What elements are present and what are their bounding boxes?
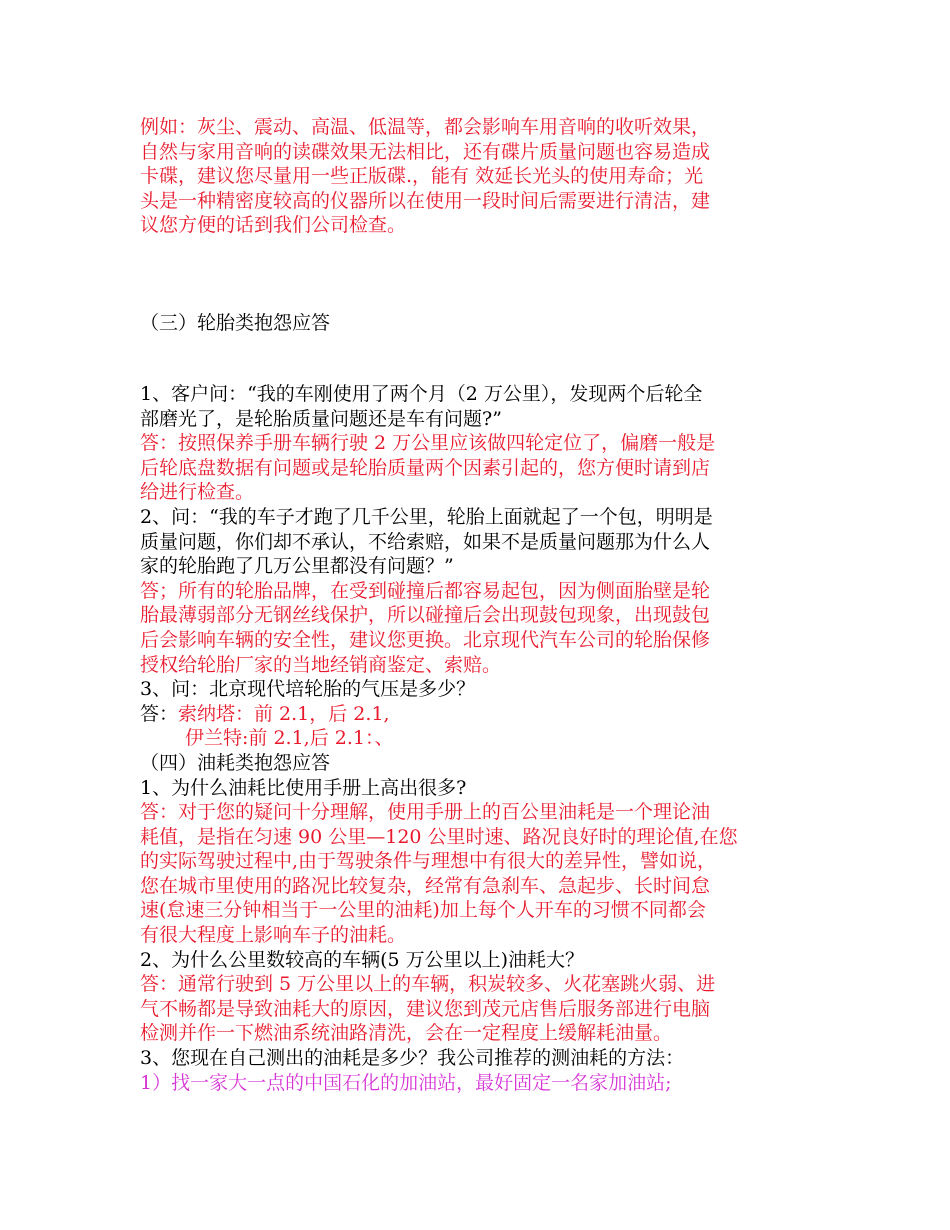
answer-5 <box>140 972 805 1046</box>
answer-line: 答：对于您的疑问十分理解，使用手册上的百公里油耗是一个理论油 <box>140 801 711 824</box>
intro-paragraph <box>140 115 805 238</box>
question-line: 家的轮胎跑了几万公里都没有问题？” <box>140 555 454 578</box>
answer-line: 答；所有的轮胎品牌，在受到碰撞后都容易起包，因为侧面胎壁是轮 <box>140 579 711 602</box>
qa-content <box>140 382 805 1095</box>
question-6 <box>140 1046 805 1071</box>
question-5 <box>140 948 805 973</box>
answer-line: 有很大程度上影响车子的油耗。 <box>140 924 407 947</box>
answer-line: 授权给轮胎厂家的当地经销商鉴定、索赔。 <box>140 653 502 676</box>
question-1 <box>140 382 805 431</box>
section-heading-fuel <box>140 751 805 776</box>
answer-line: 后会影响车辆的安全性，建议您更换。北京现代汽车公司的轮胎保修 <box>140 628 711 651</box>
answer-line: 气不畅都是导致油耗大的原因，建议您到茂元店售后服务部进行电脑 <box>140 997 711 1020</box>
question-line: 2、问：“我的车子才跑了几千公里，轮胎上面就起了一个包，明明是 <box>140 505 713 528</box>
answer-line: 胎最薄弱部分无钢丝线保护，所以碰撞后会出现鼓包现象，出现鼓包 <box>140 604 711 627</box>
section-heading-tires <box>140 311 805 336</box>
question-line: 1、为什么油耗比使用手册上高出很多? <box>140 776 467 799</box>
intro-line: 议您方便的话到我们公司检查。 <box>140 214 407 237</box>
question-line: 3、您现在自己测出的油耗是多少？我公司推荐的测油耗的方法： <box>140 1047 685 1070</box>
intro-line: 例如：灰尘、震动、高温、低温等，都会影响车用音响的收听效果， <box>140 116 711 138</box>
method-step-1 <box>140 1071 805 1096</box>
question-line: 1、客户问：“我的车刚使用了两个月（2 万公里），发现两个后轮全 <box>140 383 703 405</box>
answer-line: 速(怠速三分钟相当于一公里的油耗)加上每个人开车的习惯不同都会 <box>140 899 706 922</box>
answer-4 <box>140 800 805 948</box>
answer-line: 检测并作一下燃油系统油路清洗，会在一定程度上缓解耗油量。 <box>140 1022 673 1045</box>
intro-line: 头是一种精密度较高的仪器所以在使用一段时间后需要进行清洁，建 <box>140 189 711 212</box>
answer-line: 耗值，是指在匀速 90 公里—120 公里时速、路况良好时的理论值,在您 <box>140 825 738 848</box>
section-heading-text: （三）轮胎类抱怨应答 <box>140 312 331 334</box>
question-line: 3、问：北京现代培轮胎的气压是多少？ <box>140 678 476 701</box>
answer-line: 伊兰特:前 2.1,后 2.1：、 <box>185 727 394 750</box>
question-2 <box>140 505 805 579</box>
question-line: 质量问题，你们却不承认，不给索赔，如果不是质量问题那为什么人 <box>140 530 711 553</box>
answer-line: 给进行检查。 <box>140 481 255 504</box>
section-heading-text: （四）油耗类抱怨应答 <box>140 751 331 774</box>
question-4 <box>140 776 805 801</box>
question-line: 部磨光了，是轮胎质量问题还是车有问题?” <box>140 407 502 430</box>
step-line: 1）找一家大一点的中国石化的加油站，最好固定一名家加油站; <box>140 1071 672 1094</box>
question-line: 2、为什么公里数较高的车辆(5 万公里以上)油耗大？ <box>140 948 585 971</box>
intro-line: 卡碟，建议您尽量用一些正版碟.，能有 效延长光头的使用寿命；光 <box>140 165 704 188</box>
answer-line: 答：通常行驶到 5 万公里以上的车辆，积炭较多、火花塞跳火弱、进 <box>140 973 716 996</box>
answer-3 <box>140 702 805 751</box>
answer-2 <box>140 579 805 677</box>
answer-line: 您在城市里使用的路况比较复杂，经常有急刹车、急起步、长时间怠 <box>140 874 711 897</box>
answer-line: 索纳塔：前 2.1，后 2.1, <box>178 702 390 725</box>
answer-line: 后轮底盘数据有问题或是轮胎质量两个因素引起的，您方便时请到店 <box>140 456 711 479</box>
answer-1 <box>140 431 805 505</box>
question-3 <box>140 677 805 702</box>
answer-prefix: 答： <box>140 702 179 725</box>
answer-line: 的实际驾驶过程中,由于驾驶条件与理想中有很大的差异性，譬如说， <box>140 850 717 873</box>
intro-line: 自然与家用音响的读碟效果无法相比，还有碟片质量问题也容易造成 <box>140 140 711 163</box>
answer-line: 答：按照保养手册车辆行驶 2 万公里应该做四轮定位了，偏磨一般是 <box>140 432 716 455</box>
